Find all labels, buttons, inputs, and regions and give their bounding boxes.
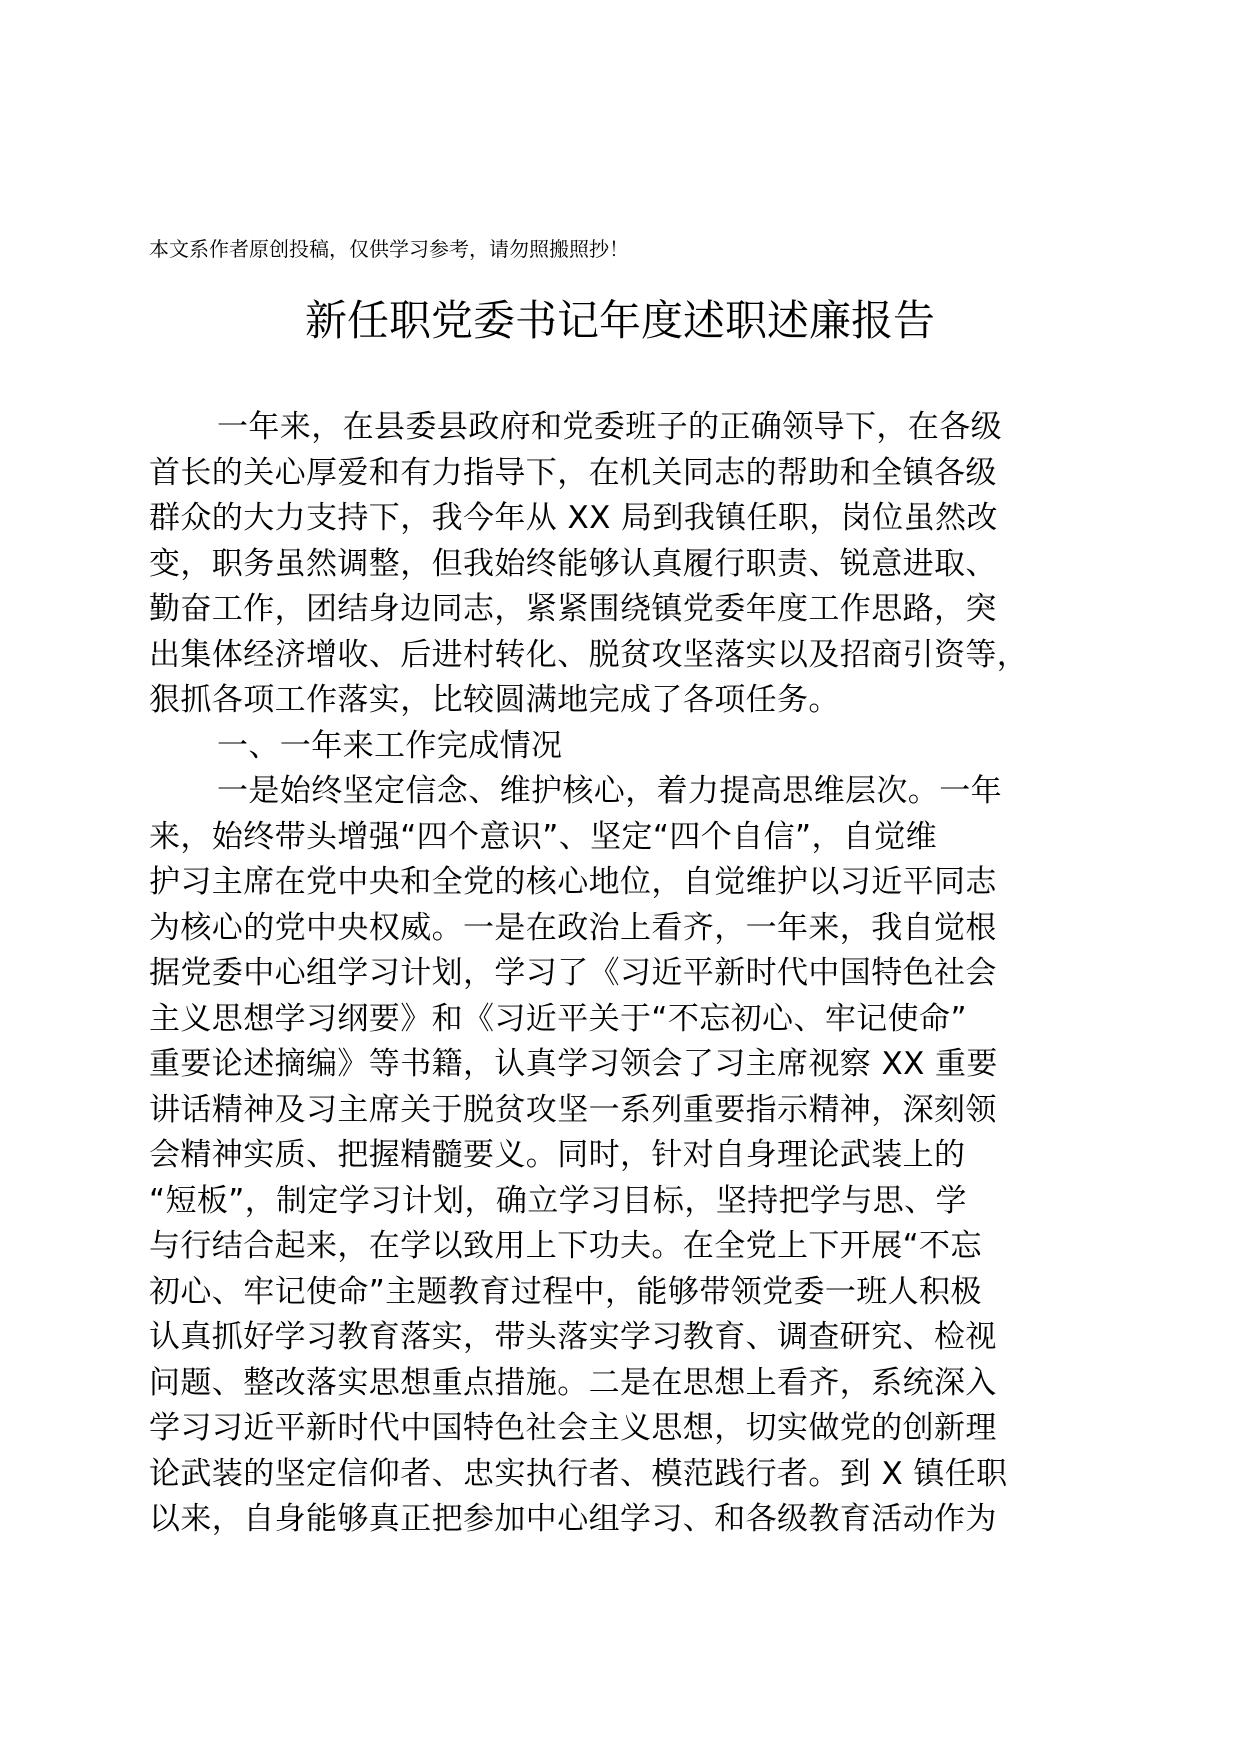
body-line: 首长的关心厚爱和有力指导下，在机关同志的帮助和全镇各级 xyxy=(149,454,997,491)
body-line: 主义思想学习纲要》和《习近平关于“不忘初心、牢记使命” xyxy=(149,1000,967,1037)
body-line: 据党委中心组学习计划，学习了《习近平新时代中国特色社会 xyxy=(149,955,997,991)
body-line: 认真抓好学习教育落实，带头落实学习教育、调查研究、检视 xyxy=(149,1319,997,1355)
body-line: 重要论述摘编》等书籍，认真学习领会了习主席视察 XX 重要 xyxy=(149,1046,998,1082)
body-line: 以来，自身能够真正把参加中心组学习、和各级教育活动作为 xyxy=(149,1501,997,1537)
body-line: 论武装的坚定信仰者、忠实执行者、模范践行者。到 X 镇任职 xyxy=(149,1455,1008,1492)
body-line: “短板”，制定学习计划，确立学习目标，坚持把学与思、学 xyxy=(149,1182,967,1219)
body-line: 护习主席在党中央和全党的核心地位，自觉维护以习近平同志 xyxy=(149,864,997,900)
copyright-notice: 本文系作者原创投稿，仅供学习参考，请勿照搬照抄！ xyxy=(149,237,629,261)
body-line: 问题、整改落实思想重点措施。二是在思想上看齐，系统深入 xyxy=(149,1364,997,1401)
body-line: 出集体经济增收、后进村转化、脱贫攻坚落实以及招商引资等， xyxy=(149,636,1029,673)
body-line: 讲话精神及习主席关于脱贫攻坚一系列重要指示精神，深刻领 xyxy=(149,1091,997,1128)
body-line: 会精神实质、把握精髓要义。同时，针对自身理论武装上的 xyxy=(149,1137,966,1173)
body-line: 一年来，在县委县政府和党委班子的正确领导下，在各级 xyxy=(217,409,1002,445)
document-body xyxy=(149,405,1105,1543)
body-line: 来，始终带头增强“四个意识”、坚定“四个自信”，自觉维 xyxy=(149,818,938,855)
body-line: 一是始终坚定信念、维护核心，着力提高思维层次。一年 xyxy=(217,773,1002,809)
body-line: 勤奋工作，团结身边同志，紧紧围绕镇党委年度工作思路，突 xyxy=(149,591,997,627)
body-line: 学习习近平新时代中国特色社会主义思想，切实做党的创新理 xyxy=(149,1410,997,1446)
body-line: 群众的大力支持下，我今年从 XX 局到我镇任职，岗位虽然改 xyxy=(149,500,998,536)
body-line: 初心、牢记使命”主题教育过程中，能够带领党委一班人积极 xyxy=(149,1273,982,1310)
section-heading: 一、一年来工作完成情况 xyxy=(217,727,563,764)
body-line: 狠抓各项工作落实，比较圆满地完成了各项任务。 xyxy=(149,682,840,718)
body-line: 为核心的党中央权威。一是在政治上看齐，一年来，我自觉根 xyxy=(149,909,997,946)
body-line: 变，职务虽然调整，但我始终能够认真履行职责、锐意进取、 xyxy=(149,545,997,582)
document-title: 新任职党委书记年度述职述廉报告 xyxy=(304,296,935,345)
body-line: 与行结合起来，在学以致用上下功夫。在全党上下开展“不忘 xyxy=(149,1228,982,1264)
